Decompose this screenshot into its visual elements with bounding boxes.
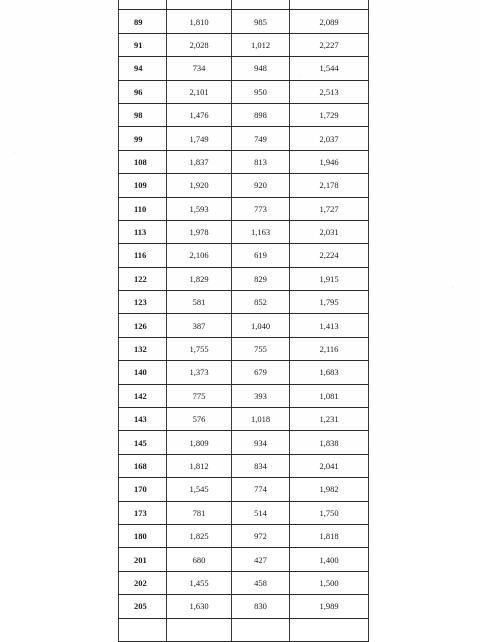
value-c-cell: 2,178 [290, 174, 369, 197]
row-id-cell: 116 [119, 244, 167, 267]
value-a-cell: 1,978 [167, 220, 232, 243]
value-b-cell: 829 [232, 267, 290, 290]
value-c-cell: 1,989 [290, 595, 369, 618]
row-id-cell [119, 0, 167, 10]
table-row [119, 384, 369, 407]
value-a-cell: 781 [167, 501, 232, 524]
table-row [119, 337, 369, 360]
value-c-cell: 2,041 [290, 454, 369, 477]
value-c-cell: 1,838 [290, 431, 369, 454]
row-id-cell: 201 [119, 548, 167, 571]
row-id-cell: 145 [119, 431, 167, 454]
value-a-cell: 2,028 [167, 33, 232, 56]
row-id-cell: 109 [119, 174, 167, 197]
row-id-cell: 99 [119, 127, 167, 150]
value-a-cell: 1,630 [167, 595, 232, 618]
value-b-cell: 948 [232, 57, 290, 80]
table-row [119, 0, 369, 10]
value-b-cell: 458 [232, 571, 290, 594]
table-row [119, 291, 369, 314]
data-table [118, 0, 369, 642]
value-c-cell [290, 618, 369, 641]
value-c-cell: 1,413 [290, 314, 369, 337]
value-b-cell: 514 [232, 501, 290, 524]
value-a-cell: 1,825 [167, 524, 232, 547]
table-row [119, 571, 369, 594]
row-id-cell: 202 [119, 571, 167, 594]
value-c-cell: 2,227 [290, 33, 369, 56]
value-c-cell: 2,224 [290, 244, 369, 267]
value-a-cell: 680 [167, 548, 232, 571]
value-a-cell: 1,455 [167, 571, 232, 594]
value-a-cell: 1,810 [167, 10, 232, 33]
row-id-cell: 91 [119, 33, 167, 56]
value-c-cell: 1,231 [290, 408, 369, 431]
row-id-cell: 123 [119, 291, 167, 314]
value-a-cell: 581 [167, 291, 232, 314]
value-a-cell: 1,809 [167, 431, 232, 454]
value-a-cell: 1,812 [167, 454, 232, 477]
value-a-cell: 1,545 [167, 478, 232, 501]
value-a-cell: 1,755 [167, 337, 232, 360]
value-a-cell: 775 [167, 384, 232, 407]
row-id-cell: 113 [119, 220, 167, 243]
value-b-cell: 830 [232, 595, 290, 618]
value-b-cell: 852 [232, 291, 290, 314]
table-row [119, 33, 369, 56]
value-b-cell: 985 [232, 10, 290, 33]
row-id-cell [119, 618, 167, 641]
row-id-cell: 132 [119, 337, 167, 360]
value-c-cell: 1,544 [290, 57, 369, 80]
value-b-cell: 972 [232, 524, 290, 547]
table-row [119, 103, 369, 126]
value-a-cell: 734 [167, 57, 232, 80]
table-row [119, 361, 369, 384]
value-b-cell: 920 [232, 174, 290, 197]
value-b-cell [232, 618, 290, 641]
value-a-cell [167, 618, 232, 641]
value-c-cell: 1,683 [290, 361, 369, 384]
value-a-cell: 1,829 [167, 267, 232, 290]
table-row [119, 408, 369, 431]
value-b-cell: 619 [232, 244, 290, 267]
value-b-cell: 934 [232, 431, 290, 454]
table-row [119, 150, 369, 173]
table-row [119, 314, 369, 337]
table-row [119, 501, 369, 524]
value-a-cell: 1,837 [167, 150, 232, 173]
value-a-cell: 387 [167, 314, 232, 337]
value-b-cell: 813 [232, 150, 290, 173]
value-a-cell: 2,101 [167, 80, 232, 103]
row-id-cell: 143 [119, 408, 167, 431]
value-a-cell: 1,476 [167, 103, 232, 126]
table-row [119, 595, 369, 618]
value-b-cell: 427 [232, 548, 290, 571]
table-row [119, 478, 369, 501]
row-id-cell: 122 [119, 267, 167, 290]
value-b-cell: 950 [232, 80, 290, 103]
value-b-cell [232, 0, 290, 10]
row-id-cell: 108 [119, 150, 167, 173]
value-c-cell: 2,031 [290, 220, 369, 243]
table-row [119, 174, 369, 197]
value-c-cell: 1,400 [290, 548, 369, 571]
value-c-cell: 2,513 [290, 80, 369, 103]
row-id-cell: 180 [119, 524, 167, 547]
value-c-cell: 1,729 [290, 103, 369, 126]
value-a-cell: 1,373 [167, 361, 232, 384]
value-c-cell: 1,795 [290, 291, 369, 314]
table-row [119, 267, 369, 290]
value-b-cell: 1,040 [232, 314, 290, 337]
table-row [119, 220, 369, 243]
value-c-cell: 1,982 [290, 478, 369, 501]
value-c-cell: 1,818 [290, 524, 369, 547]
scan-speck: · [14, 150, 16, 156]
value-a-cell: 1,593 [167, 197, 232, 220]
value-c-cell: 1,081 [290, 384, 369, 407]
table-row [119, 454, 369, 477]
value-b-cell: 773 [232, 197, 290, 220]
table-row [119, 57, 369, 80]
value-c-cell: 1,946 [290, 150, 369, 173]
value-b-cell: 393 [232, 384, 290, 407]
table-row [119, 431, 369, 454]
row-id-cell: 140 [119, 361, 167, 384]
value-b-cell: 1,012 [232, 33, 290, 56]
row-id-cell: 96 [119, 80, 167, 103]
value-b-cell: 774 [232, 478, 290, 501]
row-id-cell: 89 [119, 10, 167, 33]
value-b-cell: 749 [232, 127, 290, 150]
value-a-cell [167, 0, 232, 10]
value-c-cell: 2,037 [290, 127, 369, 150]
row-id-cell: 173 [119, 501, 167, 524]
value-b-cell: 679 [232, 361, 290, 384]
value-b-cell: 755 [232, 337, 290, 360]
table-row [119, 197, 369, 220]
value-b-cell: 898 [232, 103, 290, 126]
value-c-cell: 1,500 [290, 571, 369, 594]
value-c-cell: 2,089 [290, 10, 369, 33]
table-row [119, 244, 369, 267]
table-row [119, 618, 369, 641]
value-b-cell: 1,018 [232, 408, 290, 431]
table-row [119, 80, 369, 103]
value-a-cell: 1,920 [167, 174, 232, 197]
value-b-cell: 834 [232, 454, 290, 477]
row-id-cell: 168 [119, 454, 167, 477]
scan-speck: · [300, 73, 302, 79]
scan-speck: · [452, 285, 454, 291]
value-c-cell: 1,915 [290, 267, 369, 290]
value-c-cell: 1,727 [290, 197, 369, 220]
row-id-cell: 142 [119, 384, 167, 407]
value-a-cell: 2,106 [167, 244, 232, 267]
table-row [119, 548, 369, 571]
table-body [119, 0, 369, 641]
row-id-cell: 110 [119, 197, 167, 220]
value-a-cell: 576 [167, 408, 232, 431]
row-id-cell: 94 [119, 57, 167, 80]
value-a-cell: 1,749 [167, 127, 232, 150]
row-id-cell: 126 [119, 314, 167, 337]
table-row [119, 524, 369, 547]
value-c-cell [290, 0, 369, 10]
table-row [119, 10, 369, 33]
value-c-cell: 1,750 [290, 501, 369, 524]
value-c-cell: 2,116 [290, 337, 369, 360]
value-b-cell: 1,163 [232, 220, 290, 243]
row-id-cell: 205 [119, 595, 167, 618]
row-id-cell: 170 [119, 478, 167, 501]
table-row [119, 127, 369, 150]
row-id-cell: 98 [119, 103, 167, 126]
